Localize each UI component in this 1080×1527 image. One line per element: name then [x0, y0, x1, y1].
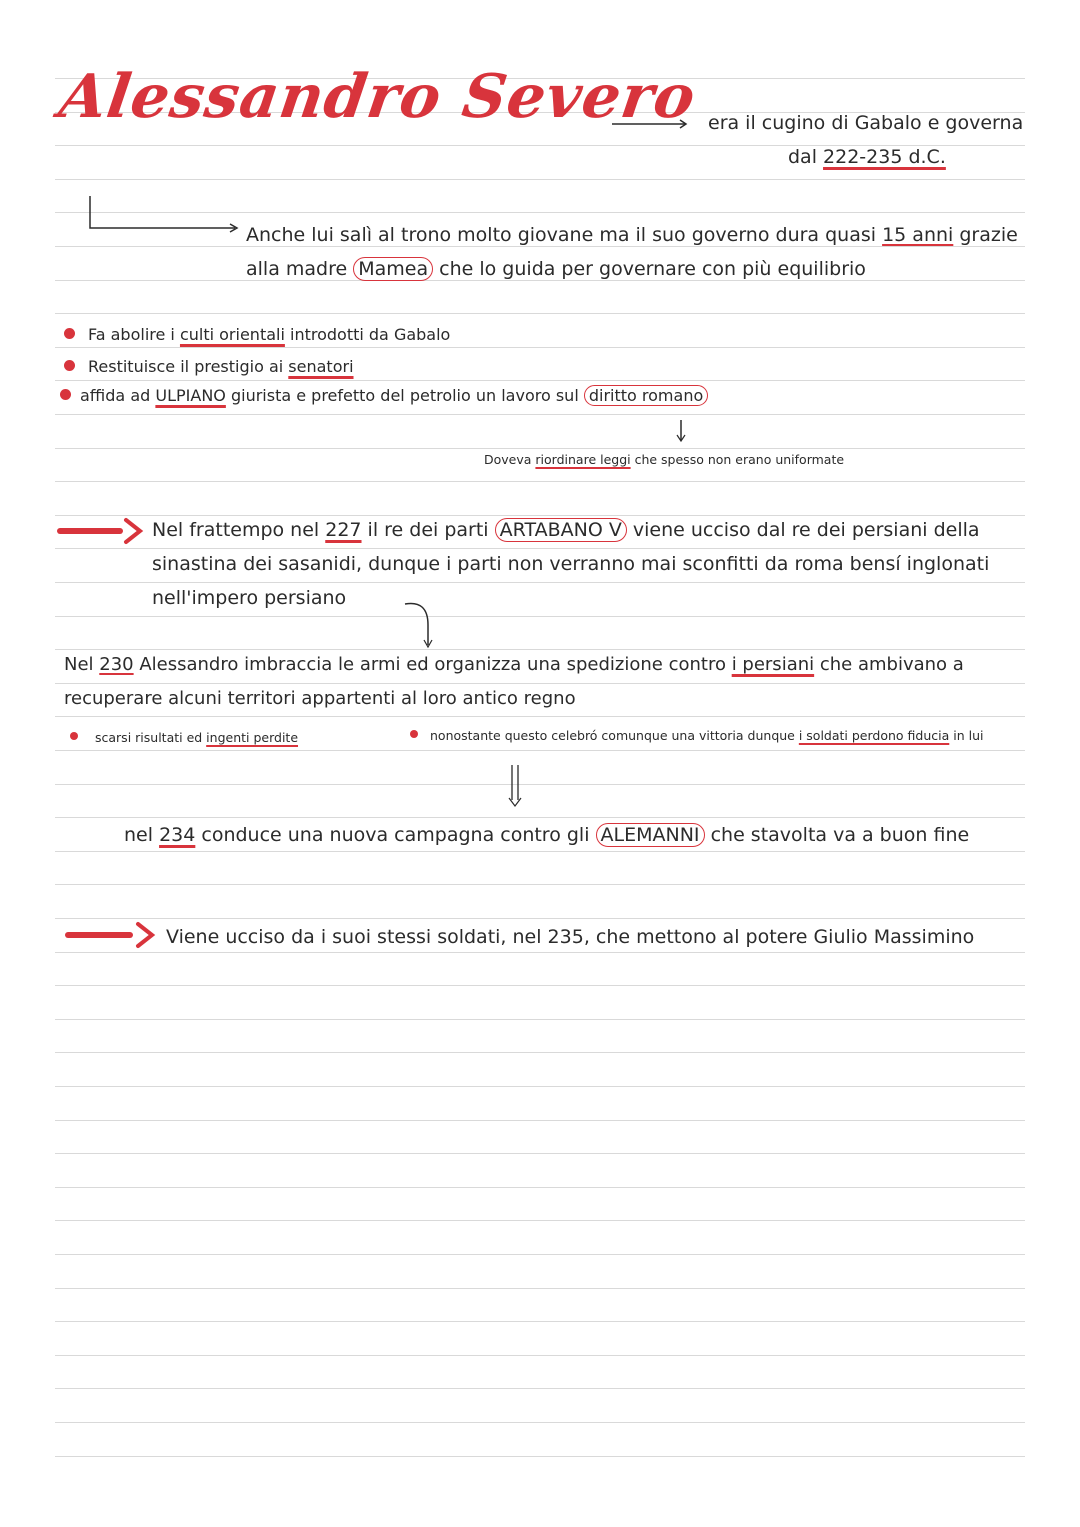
intro-15-anni: 15 anni [882, 224, 954, 246]
bullet-dot [60, 389, 71, 400]
year-227: 227 [325, 519, 362, 541]
alemanni-text: conduce una nuova campagna contro gli [195, 824, 596, 846]
intro-line2 [246, 258, 866, 280]
bullet-text: introdotti da Gabalo [284, 325, 451, 344]
note-text: che spesso non erano uniformate [630, 452, 845, 467]
ulpiano: ULPIANO [155, 386, 226, 405]
bullet-text: Fa abolire i [88, 325, 180, 344]
bullet-item-culti [88, 324, 450, 346]
page-title: Alessandro Severo [55, 62, 701, 132]
campagna-text: Alessandro imbraccia le armi ed organizza una spedizione contro [133, 654, 732, 675]
parti-text: Nel frattempo nel [152, 519, 326, 541]
morte-line: Viene ucciso da i suoi stessi soldati, nel 235, che mettono al potere Giulio Massimino [166, 926, 975, 948]
campagna-text: che ambivano a [814, 654, 964, 675]
esito-text: scarsi risultati ed [95, 730, 207, 745]
ingenti-perdite: ingenti perdite [206, 730, 299, 745]
intro-text-end: che lo guida per governare con più equilibrio [433, 258, 866, 280]
campagna-text: Nel [64, 654, 100, 675]
bullet-text: affida ad [80, 386, 156, 405]
diritto-romano-circled: diritto romano [584, 385, 708, 406]
intro-text-a: Anche lui salì al trono molto giovane ma il suo governo dura quasi [246, 224, 883, 246]
header-note-line1: era il cugino di Gabalo e governa [708, 112, 1024, 134]
note-diritto [484, 449, 844, 471]
note-text: Doveva [484, 452, 536, 467]
campagna-line1 [64, 654, 964, 676]
alemanni-circled: ALEMANNI [596, 823, 705, 847]
i-persiani: i persiani [731, 654, 815, 675]
esito-left [95, 727, 298, 749]
parti-text: il re dei parti [361, 519, 495, 541]
culti-orientali: culti orientali [179, 325, 285, 344]
year-230: 230 [99, 654, 134, 675]
senatori: senatori [288, 357, 354, 376]
esito-text: nonostante questo celebró comunque una vittoria dunque [430, 728, 799, 743]
parti-line3: nell'impero persiano [152, 587, 347, 609]
bullet-text: Restituisce il prestigio ai [88, 357, 289, 376]
year-234: 234 [159, 824, 196, 846]
bullet-dot [64, 328, 75, 339]
intro-madre: alla madre [246, 258, 354, 280]
esito-right [430, 725, 984, 747]
campagna-line2: recuperare alcuni territori appartenti al loro antico regno [64, 688, 576, 709]
bullet-item-senatori [88, 356, 354, 378]
riordinare-leggi: riordinare leggi [535, 452, 631, 467]
intro-text-c: grazie [953, 224, 1018, 246]
header-note-prefix: dal [788, 146, 824, 168]
intro-line1 [246, 224, 1018, 246]
bullet-item-ulpiano [80, 385, 708, 407]
bullet-dot [64, 360, 75, 371]
alemanni-text: nel [124, 824, 160, 846]
soldati-perdono-fiducia: i soldati perdono fiducia [798, 728, 950, 743]
artabano-circled: ARTABANO V [495, 518, 627, 542]
alemanni-line [124, 824, 969, 846]
esito-text: in lui [949, 728, 984, 743]
parti-line2: sinastina dei sasanidi, dunque i parti non verranno mai sconfitti da roma bensí inglonati [152, 553, 990, 575]
reign-dates: 222-235 d.C. [823, 146, 946, 168]
bullet-text: giurista e prefetto del petrolio un lavoro sul [225, 386, 584, 405]
bullet-dot [410, 730, 418, 738]
parti-line1 [152, 519, 980, 541]
alemanni-text: che stavolta va a buon fine [704, 824, 970, 846]
bullet-dot [70, 732, 78, 740]
mamea-circled: Mamea [353, 257, 433, 281]
header-note-line2 [788, 146, 946, 168]
parti-text: viene ucciso dal re dei persiani della [626, 519, 980, 541]
